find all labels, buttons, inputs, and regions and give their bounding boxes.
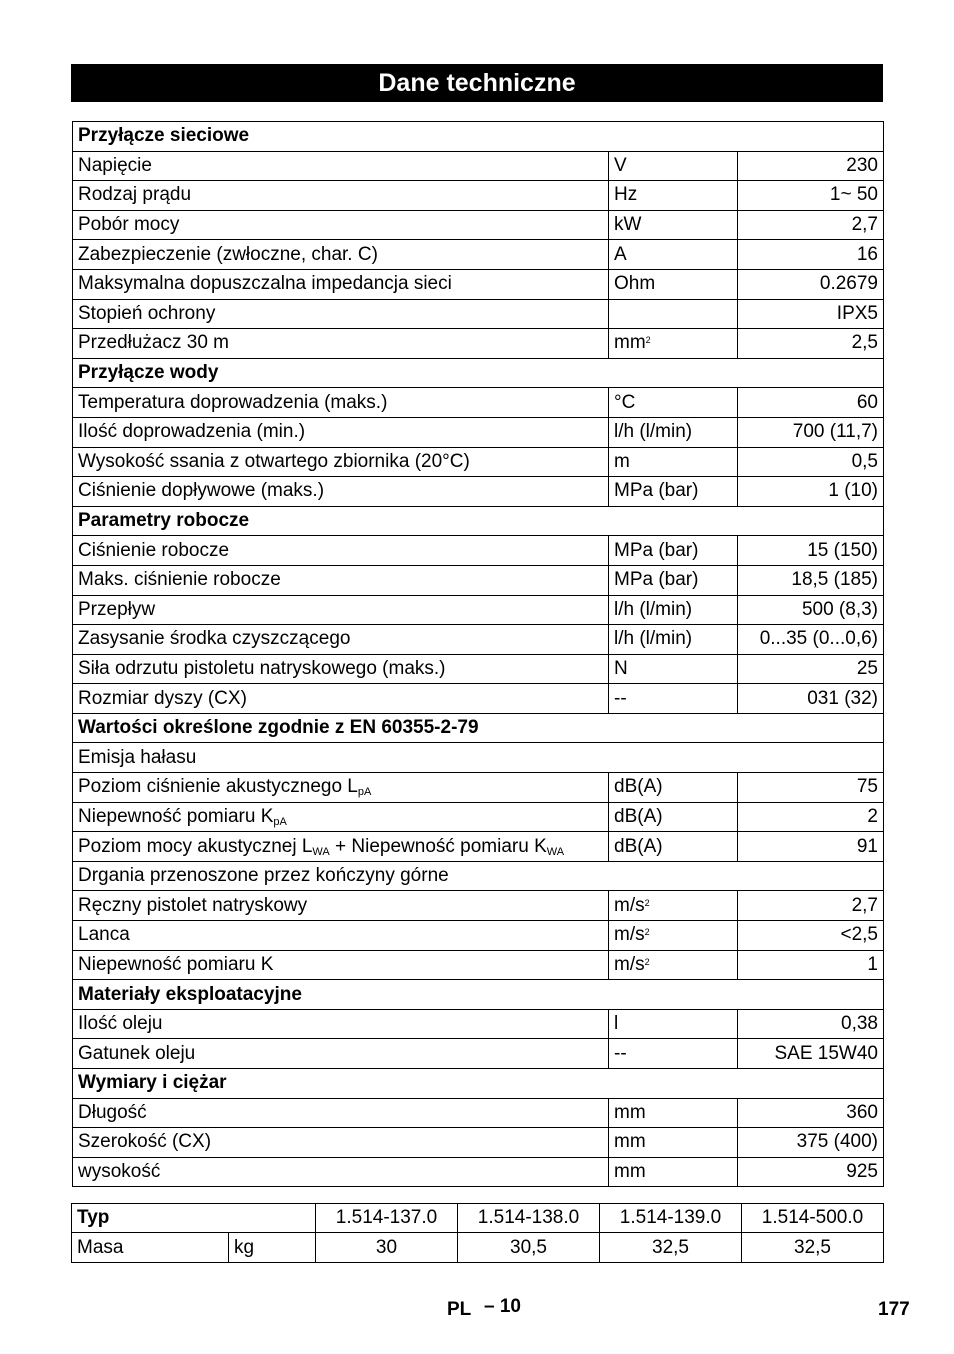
spec-label-text: wysokość: [78, 1161, 161, 1183]
spec-value: 75: [738, 773, 884, 803]
subheading-label: Emisja hałasu: [73, 743, 884, 773]
spec-row: [73, 329, 884, 359]
spec-value: 1 (10): [738, 477, 884, 507]
spec-unit: [609, 181, 738, 211]
subheading-row: [73, 743, 884, 773]
spec-row: [73, 1128, 884, 1158]
spec-row: [73, 595, 884, 625]
spec-row: [73, 181, 884, 211]
spec-row: [73, 1157, 884, 1187]
spec-label-text: Wysokość ssania z otwartego zbiornika (20°C): [78, 450, 470, 472]
spec-unit: [609, 1128, 738, 1158]
spec-unit: [609, 151, 738, 181]
spec-unit: [609, 625, 738, 655]
spec-unit: [609, 210, 738, 240]
spec-unit: [609, 802, 738, 832]
mass-value: 32,5: [600, 1233, 742, 1262]
spec-row: [73, 950, 884, 980]
spec-unit-text: A: [614, 243, 627, 265]
spec-label: [73, 1039, 609, 1069]
spec-row: [73, 447, 884, 477]
spec-row: [73, 891, 884, 921]
spec-value: <2,5: [738, 921, 884, 951]
spec-unit-text: mm: [614, 332, 646, 354]
spec-value: 2: [738, 802, 884, 832]
spec-unit: [609, 950, 738, 980]
spec-value: 18,5 (185): [738, 565, 884, 595]
spec-value: 500 (8,3): [738, 595, 884, 625]
spec-value: 2,5: [738, 329, 884, 359]
spec-unit-text: mm: [614, 1131, 646, 1153]
page-title: Dane techniczne: [71, 64, 883, 102]
spec-label-text: Temperatura doprowadzenia (maks.): [78, 391, 388, 413]
spec-row: [73, 240, 884, 270]
spec-label: [73, 595, 609, 625]
spec-value: 91: [738, 832, 884, 862]
spec-value: 700 (11,7): [738, 417, 884, 447]
spec-label-text: Rozmiar dyszy (CX): [78, 687, 247, 709]
model-number: 1.514-138.0: [458, 1204, 600, 1233]
spec-row: [73, 1039, 884, 1069]
section-header-row: [73, 122, 884, 152]
spec-value: 1: [738, 950, 884, 980]
spec-table: [72, 121, 884, 1187]
spec-unit: [609, 832, 738, 862]
section-title: Wartości określone zgodnie z EN 60355-2-79: [73, 713, 884, 743]
spec-unit: [609, 299, 738, 329]
spec-label: [73, 181, 609, 211]
spec-label-text: Lanca: [78, 924, 130, 946]
spec-label-subscript: WA: [546, 845, 565, 858]
spec-unit: [609, 477, 738, 507]
spec-unit: [609, 891, 738, 921]
spec-label: [73, 447, 609, 477]
section-title: Przyłącze sieciowe: [73, 122, 884, 152]
spec-label: [73, 151, 609, 181]
spec-row: [73, 210, 884, 240]
spec-row: [73, 299, 884, 329]
spec-row: [73, 921, 884, 951]
spec-unit-text: l/h (l/min): [614, 421, 693, 443]
spec-row: [73, 1009, 884, 1039]
mass-label: Masa: [72, 1233, 229, 1262]
spec-value: 230: [738, 151, 884, 181]
spec-unit-text: Ohm: [614, 273, 656, 295]
type-header-row: [72, 1204, 884, 1233]
spec-unit-text: dB(A): [614, 805, 663, 827]
spec-label-text: Ilość oleju: [78, 1013, 163, 1035]
spec-unit: [609, 1157, 738, 1187]
spec-unit: [609, 565, 738, 595]
footer-page-number: 177: [878, 1299, 910, 1320]
spec-label-text: + Niepewność pomiaru K: [329, 835, 547, 857]
spec-row: [73, 151, 884, 181]
section-title: Wymiary i ciężar: [73, 1069, 884, 1099]
spec-value: 925: [738, 1157, 884, 1187]
spec-row: [73, 477, 884, 507]
spec-row: [73, 832, 884, 862]
subheading-row: [73, 861, 884, 891]
spec-row: [73, 773, 884, 803]
spec-label-text: Maksymalna dopuszczalna impedancja sieci: [78, 273, 452, 295]
spec-unit-text: N: [614, 657, 628, 679]
spec-label: [73, 684, 609, 714]
mass-value: 30,5: [458, 1233, 600, 1262]
spec-label-subscript: pA: [273, 815, 287, 828]
spec-unit-text: l/h (l/min): [614, 628, 693, 650]
spec-label: [73, 388, 609, 418]
footer-language: PL: [447, 1299, 472, 1320]
spec-value: SAE 15W40: [738, 1039, 884, 1069]
section-header-row: [73, 713, 884, 743]
spec-value: 60: [738, 388, 884, 418]
type-label: Typ: [72, 1204, 316, 1233]
spec-unit-text: MPa (bar): [614, 480, 699, 502]
spec-row: [73, 269, 884, 299]
spec-value: 1~ 50: [738, 181, 884, 211]
mass-row: [72, 1233, 884, 1262]
spec-value: 0,38: [738, 1009, 884, 1039]
spec-unit: [609, 269, 738, 299]
spec-row: [73, 565, 884, 595]
spec-label-text: Niepewność pomiaru K: [78, 805, 274, 827]
spec-label-subscript: pA: [357, 786, 372, 799]
spec-label-text: Pobór mocy: [78, 214, 180, 236]
spec-label: [73, 417, 609, 447]
spec-label: [73, 802, 609, 832]
spec-unit-text: dB(A): [614, 835, 663, 857]
section-header-row: [73, 506, 884, 536]
spec-label-text: Przedłużacz 30 m: [78, 332, 230, 354]
spec-unit-text: --: [614, 687, 627, 709]
spec-unit-superscript: 2: [645, 335, 651, 346]
subheading-label: Drgania przenoszone przez kończyny górne: [73, 861, 884, 891]
spec-unit: [609, 654, 738, 684]
spec-label-text: Siła odrzutu pistoletu natryskowego (maks.): [78, 657, 446, 679]
mass-value: 30: [316, 1233, 458, 1262]
spec-value: 15 (150): [738, 536, 884, 566]
spec-label: [73, 921, 609, 951]
spec-row: [73, 1098, 884, 1128]
spec-unit-text: °C: [614, 391, 636, 413]
spec-unit-text: m: [614, 450, 630, 472]
spec-unit-text: MPa (bar): [614, 569, 699, 591]
spec-label-text: Rodzaj prądu: [78, 184, 192, 206]
spec-label: [73, 477, 609, 507]
spec-value: 0.2679: [738, 269, 884, 299]
spec-label: [73, 891, 609, 921]
mass-value: 32,5: [742, 1233, 884, 1262]
spec-unit-text: m/s: [614, 924, 645, 946]
section-header-row: [73, 1069, 884, 1099]
section-header-row: [73, 980, 884, 1010]
spec-label: [73, 536, 609, 566]
spec-label-text: Maks. ciśnienie robocze: [78, 569, 281, 591]
spec-unit-text: kW: [614, 214, 642, 236]
spec-unit: [609, 329, 738, 359]
spec-label: [73, 1098, 609, 1128]
spec-value: 031 (32): [738, 684, 884, 714]
spec-label: [73, 299, 609, 329]
model-number: 1.514-139.0: [600, 1204, 742, 1233]
spec-unit: [609, 417, 738, 447]
spec-unit-text: V: [614, 154, 627, 176]
spec-label: [73, 1157, 609, 1187]
spec-unit-superscript: 2: [644, 927, 650, 938]
spec-label: [73, 210, 609, 240]
spec-label: [73, 625, 609, 655]
spec-row: [73, 625, 884, 655]
spec-value: 25: [738, 654, 884, 684]
spec-value: 2,7: [738, 891, 884, 921]
spec-unit: [609, 240, 738, 270]
spec-unit: [609, 921, 738, 951]
spec-unit-superscript: 2: [644, 956, 650, 967]
spec-label-subscript: WA: [312, 845, 330, 858]
spec-row: [73, 684, 884, 714]
spec-label-text: Stopień ochrony: [78, 302, 216, 324]
spec-value: 0...35 (0...0,6): [738, 625, 884, 655]
spec-unit: [609, 684, 738, 714]
spec-unit: [609, 447, 738, 477]
spec-label-text: Ręczny pistolet natryskowy: [78, 894, 308, 916]
spec-row: [73, 802, 884, 832]
spec-label: [73, 773, 609, 803]
spec-label-text: Ciśnienie dopływowe (maks.): [78, 480, 325, 502]
spec-value: 360: [738, 1098, 884, 1128]
spec-value: 2,7: [738, 210, 884, 240]
spec-row: [73, 654, 884, 684]
spec-unit-text: l/h (l/min): [614, 598, 693, 620]
spec-label-text: Napięcie: [78, 154, 152, 176]
mass-unit: kg: [229, 1233, 316, 1262]
spec-unit-text: m/s: [614, 894, 645, 916]
footer-page-label: – 10: [484, 1296, 521, 1317]
spec-label-text: Zasysanie środka czyszczącego: [78, 628, 351, 650]
spec-unit-text: MPa (bar): [614, 539, 699, 561]
spec-unit: [609, 773, 738, 803]
spec-value: 375 (400): [738, 1128, 884, 1158]
spec-unit: [609, 1009, 738, 1039]
spec-label-text: Poziom mocy akustycznej L: [78, 835, 313, 857]
spec-unit: [609, 1098, 738, 1128]
spec-value: 16: [738, 240, 884, 270]
spec-label: [73, 1009, 609, 1039]
spec-unit-text: --: [614, 1042, 627, 1064]
spec-label-text: Niepewność pomiaru K: [78, 953, 274, 975]
spec-label: [73, 269, 609, 299]
type-table: [71, 1203, 884, 1263]
spec-label: [73, 565, 609, 595]
model-number: 1.514-500.0: [742, 1204, 884, 1233]
spec-unit-text: m/s: [614, 953, 645, 975]
spec-label-text: Długość: [78, 1101, 147, 1123]
model-number: 1.514-137.0: [316, 1204, 458, 1233]
spec-unit-text: l: [614, 1013, 619, 1035]
spec-unit-text: mm: [614, 1161, 646, 1183]
spec-unit: [609, 536, 738, 566]
section-title: Parametry robocze: [73, 506, 884, 536]
spec-label-text: Ilość doprowadzenia (min.): [78, 421, 306, 443]
spec-label-text: Szerokość (CX): [78, 1131, 212, 1153]
spec-label-text: Zabezpieczenie (zwłoczne, char. C): [78, 243, 378, 265]
spec-label: [73, 329, 609, 359]
section-title: Materiały eksploatacyjne: [73, 980, 884, 1010]
spec-row: [73, 536, 884, 566]
spec-label: [73, 654, 609, 684]
spec-value: 0,5: [738, 447, 884, 477]
spec-label: [73, 832, 609, 862]
spec-label-text: Przepływ: [78, 598, 156, 620]
spec-unit-text: mm: [614, 1101, 646, 1123]
spec-unit: [609, 595, 738, 625]
spec-unit: [609, 388, 738, 418]
spec-label-text: Ciśnienie robocze: [78, 539, 230, 561]
spec-label: [73, 950, 609, 980]
spec-value: IPX5: [738, 299, 884, 329]
spec-unit: [609, 1039, 738, 1069]
spec-unit-text: dB(A): [614, 776, 663, 798]
spec-row: [73, 417, 884, 447]
section-title: Przyłącze wody: [73, 358, 884, 388]
spec-label: [73, 1128, 609, 1158]
spec-label-text: Poziom ciśnienie akustycznego L: [78, 776, 358, 798]
spec-label-text: Gatunek oleju: [78, 1042, 196, 1064]
spec-label: [73, 240, 609, 270]
section-header-row: [73, 358, 884, 388]
spec-unit-superscript: 2: [644, 897, 650, 908]
spec-row: [73, 388, 884, 418]
spec-unit-text: Hz: [614, 184, 638, 206]
